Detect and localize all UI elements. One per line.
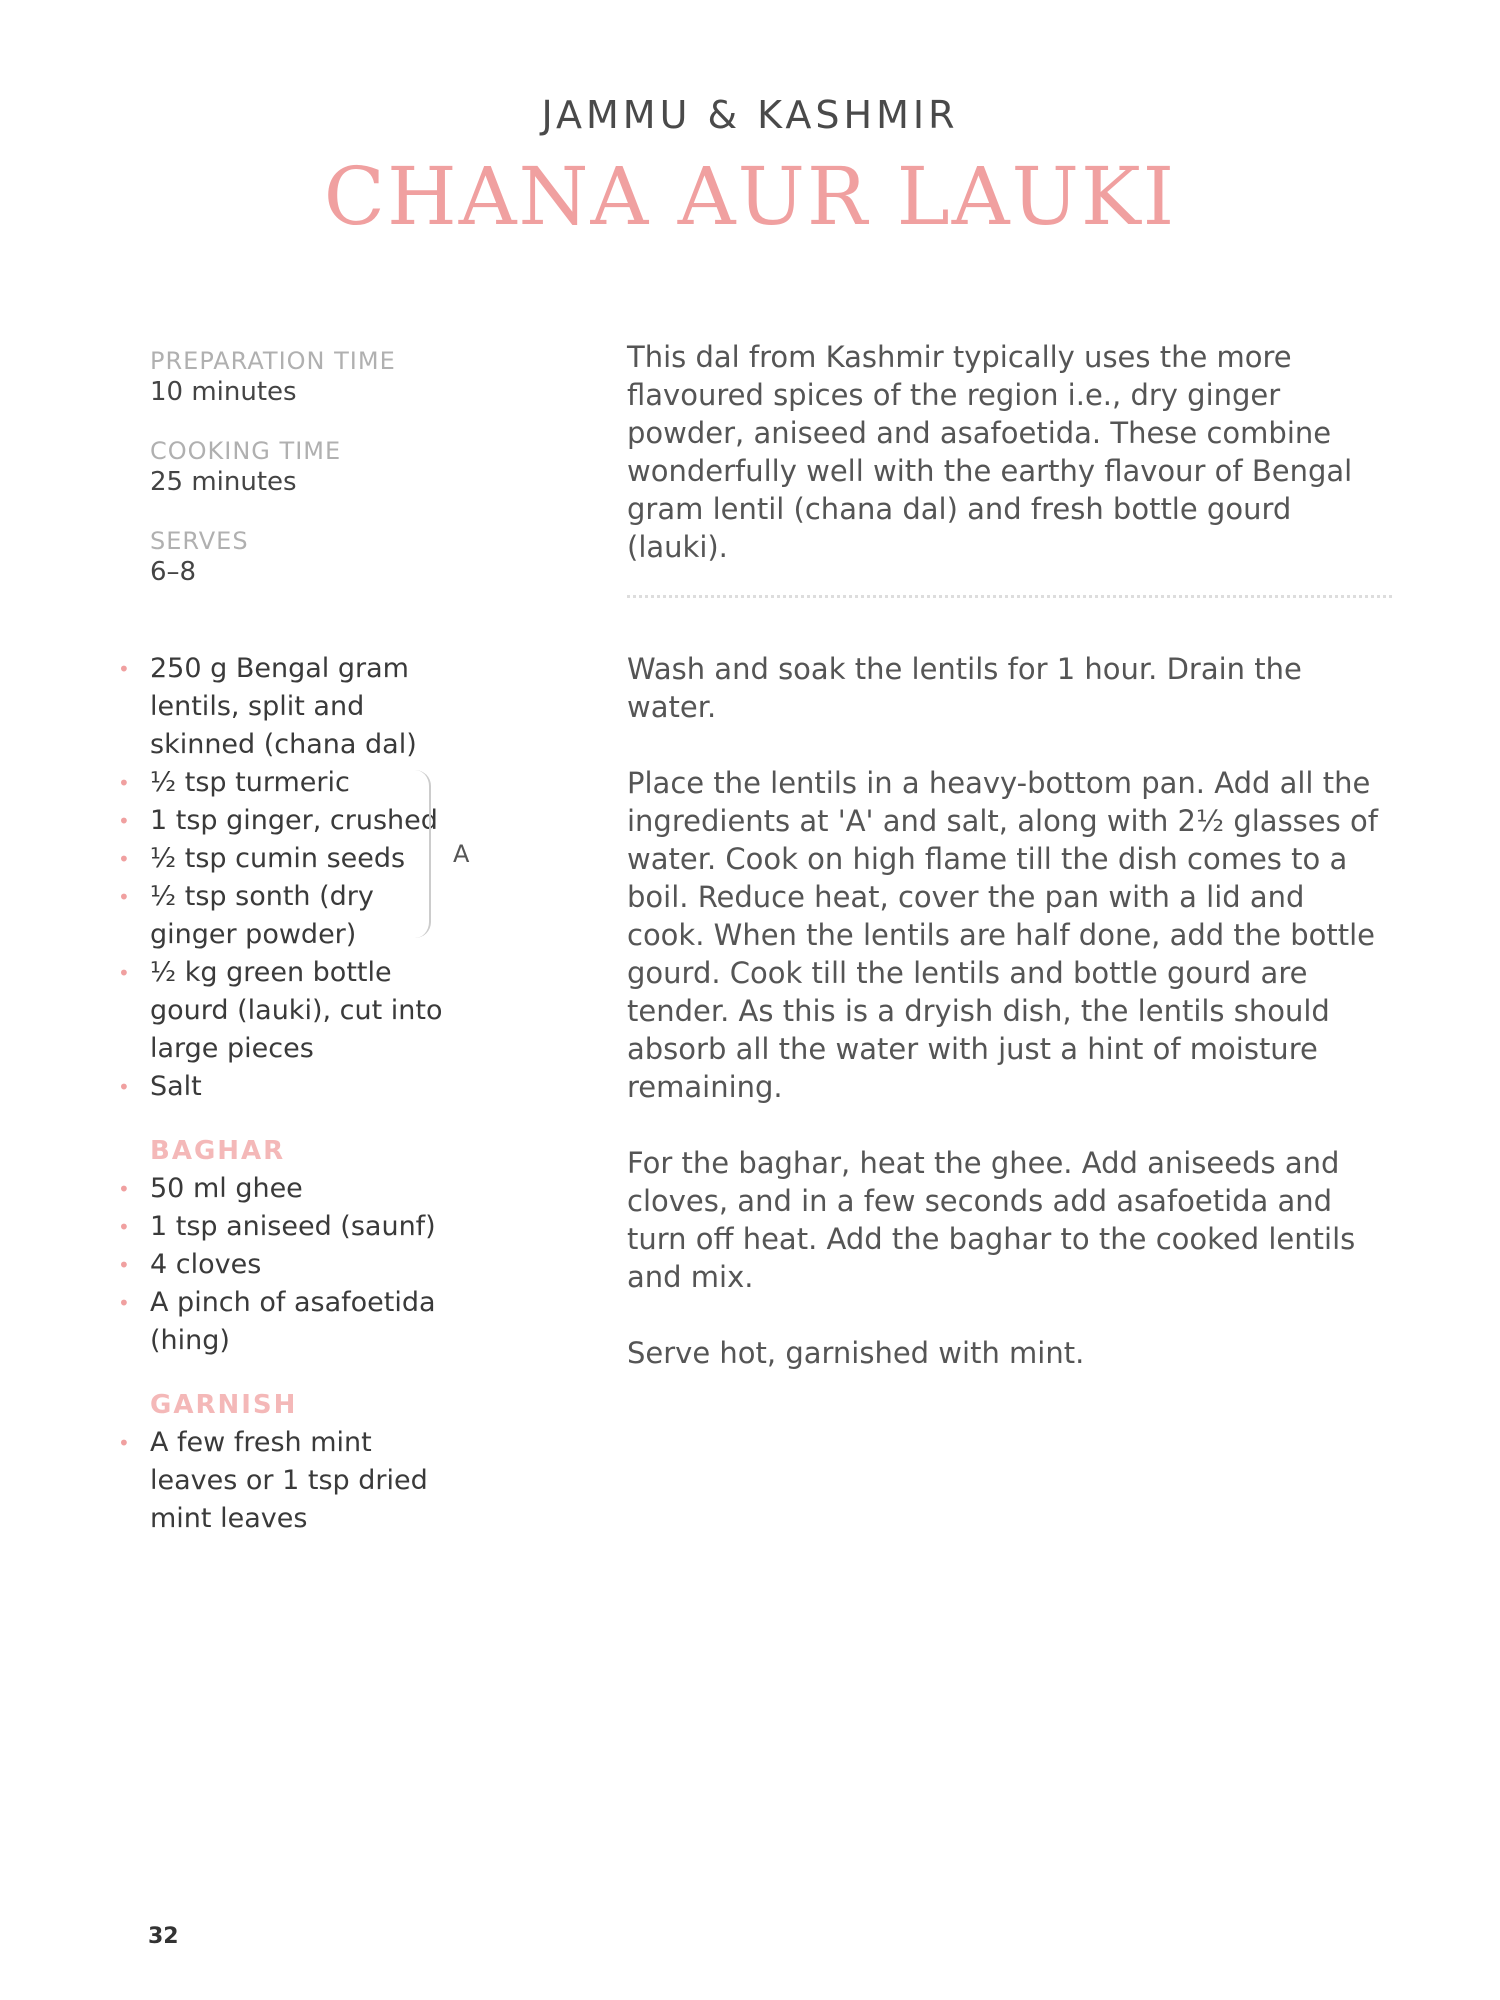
baghar-ingredients	[118, 1170, 538, 1360]
cooking-time	[150, 436, 530, 526]
ingredient-item: • 50 ml ghee	[118, 1170, 538, 1208]
ingredient-item: • ½ tsp sonth (dry ginger powder)	[118, 878, 538, 954]
bullet-icon: •	[118, 1075, 130, 1099]
ingredient-item: • ½ tsp cumin seeds	[118, 840, 538, 878]
main-ingredients	[118, 650, 538, 1106]
bullet-icon: •	[118, 1253, 130, 1277]
bullet-icon: •	[118, 961, 130, 985]
bullet-icon: •	[118, 1177, 130, 1201]
method-step: Place the lentils in a heavy-bottom pan. Add all the ingredients at 'A' and salt, along with 2½ glasses of water. Cook on high flame till the dish comes to a boil. Reduce heat, cover the pan with a lid and cook. When the lentils are half done, add the bottle gourd. Cook till the lentils and bottle gourd are tender. As this is a dryish dish, the lentils should absorb all the water with just a hint of moisture remaining.	[627, 766, 1378, 1104]
method-column	[627, 650, 1387, 1410]
ingredient-item: • 250 g Bengal gram lentils, split and skinned (chana dal)	[118, 650, 538, 764]
ingredient-item: • A pinch of asafoetida (hing)	[118, 1284, 538, 1360]
ingredient-item: • Salt	[118, 1068, 538, 1106]
ingredient-item: • ½ tsp turmeric	[118, 764, 538, 802]
bullet-icon: •	[118, 885, 130, 909]
garnish-heading: GARNISH	[150, 1390, 298, 1420]
meta-value: 10 minutes	[150, 377, 297, 407]
ingredient-item: • 1 tsp ginger, crushed	[118, 802, 538, 840]
method-step: Serve hot, garnished with mint.	[627, 1336, 1085, 1370]
bullet-icon: •	[118, 657, 130, 681]
page-number: 32	[148, 1924, 179, 1949]
meta-value: 6–8	[150, 557, 197, 587]
group-brace-icon	[415, 770, 431, 938]
bullet-icon: •	[118, 771, 130, 795]
bullet-icon: •	[118, 847, 130, 871]
recipe-title: CHANA AUR LAUKI	[323, 150, 1177, 243]
meta-label: PREPARATION TIME	[150, 347, 396, 375]
bullet-icon: •	[118, 1431, 130, 1455]
serves	[150, 526, 530, 616]
meta-label: SERVES	[150, 527, 249, 555]
preparation-time	[150, 346, 530, 436]
ingredient-item: • A few fresh mint leaves or 1 tsp dried mint leaves	[118, 1424, 538, 1538]
meta-label: COOKING TIME	[150, 437, 342, 465]
intro-paragraph: This dal from Kashmir typically uses the more flavoured spices of the region i.e., dry ginger powder, aniseed and asafoetida. These combine wonderfully well with the earthy flavour of Bengal gram lentil (chana dal) and fresh bottle gourd (lauki).	[627, 340, 1353, 564]
ingredient-item: • ½ kg green bottle gourd (lauki), cut into large pieces	[118, 954, 538, 1068]
bullet-icon: •	[118, 809, 130, 833]
ingredients-column	[118, 650, 538, 1538]
recipe-meta	[150, 346, 530, 616]
meta-value: 25 minutes	[150, 467, 297, 497]
ingredient-item: • 1 tsp aniseed (saunf)	[118, 1208, 538, 1246]
method-step: For the baghar, heat the ghee. Add aniseeds and cloves, and in a few seconds add asafoetida and turn off heat. Add the baghar to the cooked lentils and mix.	[627, 1146, 1356, 1294]
dotted-divider	[627, 595, 1392, 598]
group-label: A	[453, 840, 470, 868]
region-heading: JAMMU & KASHMIR	[541, 93, 959, 137]
garnish-ingredients	[118, 1424, 538, 1538]
bullet-icon: •	[118, 1291, 130, 1315]
ingredient-item: • 4 cloves	[118, 1246, 538, 1284]
bullet-icon: •	[118, 1215, 130, 1239]
method-step: Wash and soak the lentils for 1 hour. Drain the water.	[627, 652, 1302, 724]
baghar-heading: BAGHAR	[150, 1136, 286, 1166]
